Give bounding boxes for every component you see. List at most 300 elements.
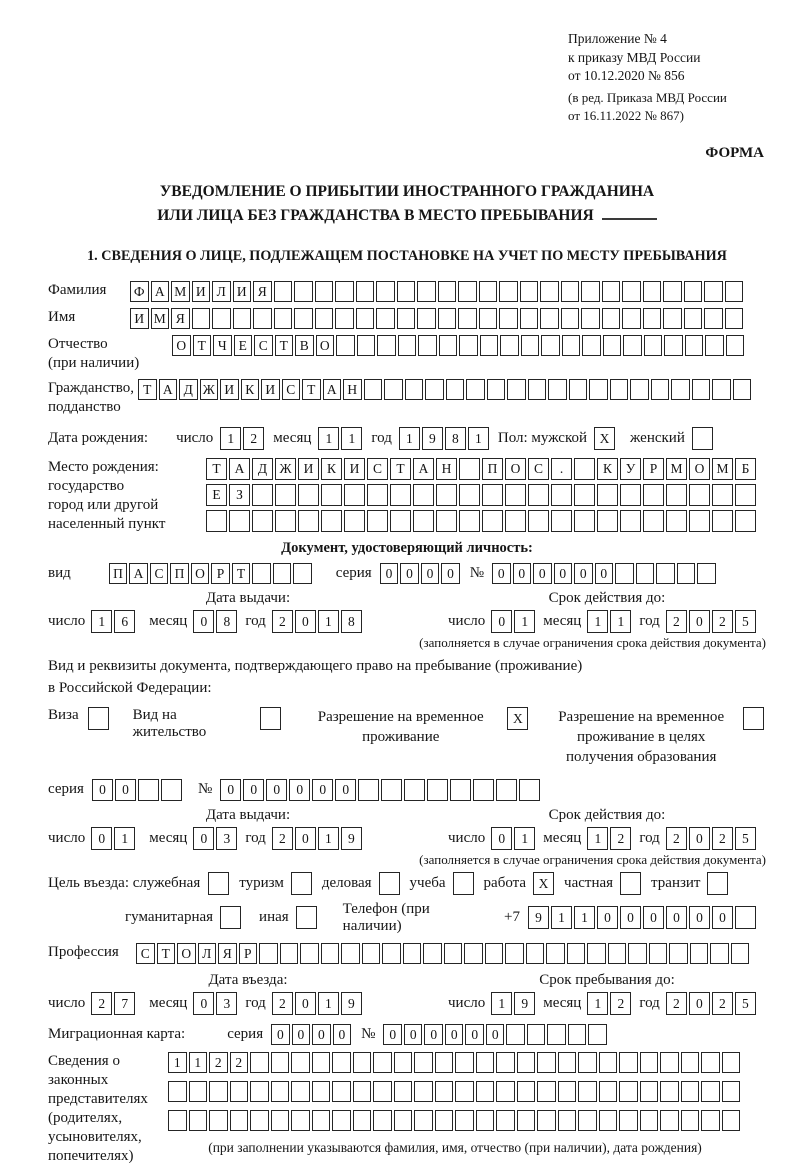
form-cell xyxy=(527,1024,546,1045)
form-cell xyxy=(651,379,670,400)
form-cell: И xyxy=(261,379,280,400)
form-cell xyxy=(321,943,340,964)
form-cell xyxy=(273,563,292,584)
form-cell xyxy=(446,379,465,400)
purpose-private xyxy=(564,872,643,895)
form-cell xyxy=(517,1052,536,1073)
purpose-business xyxy=(322,872,402,895)
form-cell xyxy=(438,281,457,302)
form-cell: 0 xyxy=(689,906,710,929)
form-cell: Т xyxy=(138,379,157,400)
form-cell: 2 xyxy=(666,827,687,850)
form-cell xyxy=(731,943,750,964)
birthdate-row xyxy=(48,427,766,450)
form-cell xyxy=(643,308,662,329)
form-cell xyxy=(619,1052,638,1073)
day-label: число xyxy=(176,429,214,446)
identity-issue-date xyxy=(48,610,448,633)
form-cell xyxy=(458,308,477,329)
form-cell: 0 xyxy=(312,779,333,801)
form-cell xyxy=(528,379,547,400)
form-cell: 0 xyxy=(445,1024,464,1045)
form-cell xyxy=(692,379,711,400)
form-cell xyxy=(253,308,272,329)
form-cell xyxy=(315,308,334,329)
citizenship-row xyxy=(48,379,766,417)
form-cell xyxy=(373,1081,392,1102)
form-cell: П xyxy=(109,563,128,584)
form-cell xyxy=(722,1081,741,1102)
form-cell xyxy=(275,484,296,506)
form-cell: Н xyxy=(436,458,457,480)
form-cell xyxy=(630,379,649,400)
form-cell xyxy=(356,308,375,329)
identity-doc-heading: Документ, удостоверяющий личность: xyxy=(281,539,533,556)
day-label: число xyxy=(448,994,486,1011)
form-cell xyxy=(252,510,273,532)
purpose-other-checkbox xyxy=(296,906,319,929)
form-cell xyxy=(458,281,477,302)
stay-year-cells xyxy=(666,992,758,1015)
form-cell: Р xyxy=(643,458,664,480)
form-cell xyxy=(578,1110,597,1131)
form-cell xyxy=(725,281,744,302)
month-label: месяц xyxy=(543,829,582,846)
form-cell xyxy=(280,943,299,964)
form-cell: 0 xyxy=(404,1024,423,1045)
form-cell: 0 xyxy=(193,610,214,633)
form-cell xyxy=(353,1081,372,1102)
form-cell: 9 xyxy=(422,427,443,450)
month-label: месяц xyxy=(149,829,188,846)
form-cell: Е xyxy=(234,335,253,356)
form-cell xyxy=(274,308,293,329)
form-cell xyxy=(476,1110,495,1131)
form-cell xyxy=(438,308,457,329)
form-cell: М xyxy=(171,281,190,302)
form-cell xyxy=(379,872,400,895)
form-cell: Н xyxy=(343,379,362,400)
birthplace-cells-row2 xyxy=(206,484,758,506)
form-cell: 0 xyxy=(312,1024,331,1045)
form-cell xyxy=(588,1024,607,1045)
form-cell xyxy=(743,707,764,730)
residence-issue-year-cells xyxy=(272,827,364,850)
form-cell xyxy=(722,1110,741,1131)
form-cell xyxy=(705,335,724,356)
form-cell xyxy=(558,1052,577,1073)
form-cell xyxy=(362,943,381,964)
form-cell xyxy=(602,281,621,302)
temp-residence-option xyxy=(303,707,530,747)
form-cell xyxy=(444,943,463,964)
residence-intro-line2: в Российской Федерации: xyxy=(48,679,212,696)
form-cell xyxy=(599,1110,618,1131)
form-cell xyxy=(209,1110,228,1131)
form-cell xyxy=(623,335,642,356)
form-cell xyxy=(425,379,444,400)
form-cell xyxy=(735,906,756,929)
day-label: число xyxy=(448,829,486,846)
form-cell xyxy=(250,1081,269,1102)
form-cell xyxy=(561,281,580,302)
form-cell xyxy=(505,943,524,964)
residence-validity-note: (заполняется в случае ограничения срока действия документа) xyxy=(419,851,766,867)
form-cell xyxy=(296,906,317,929)
form-cell: 1 xyxy=(491,992,512,1015)
doc-title-line2 xyxy=(48,204,766,228)
firstname-cells xyxy=(130,308,745,329)
purpose-work-checkbox xyxy=(533,872,556,895)
form-cell xyxy=(666,510,687,532)
form-cell: 0 xyxy=(712,906,733,929)
form-cell xyxy=(664,335,683,356)
form-cell: 2 xyxy=(666,610,687,633)
form-cell xyxy=(499,308,518,329)
form-cell xyxy=(459,510,480,532)
form-cell xyxy=(735,484,756,506)
entry-month-cells xyxy=(193,992,239,1015)
title-blank-underline xyxy=(602,218,657,220)
form-cell xyxy=(597,484,618,506)
form-cell xyxy=(418,335,437,356)
birthplace-label-state: государство xyxy=(48,477,125,494)
form-cell xyxy=(390,510,411,532)
form-cell: С xyxy=(367,458,388,480)
form-cell xyxy=(701,1081,720,1102)
form-cell: П xyxy=(482,458,503,480)
form-cell xyxy=(660,1052,679,1073)
stay-day-cells xyxy=(491,992,537,1015)
form-cell: 0 xyxy=(380,563,399,584)
form-cell: 5 xyxy=(735,992,756,1015)
form-cell xyxy=(712,484,733,506)
birthplace-label-city: город или другой xyxy=(48,496,159,513)
form-cell: 1 xyxy=(341,427,362,450)
form-cell: 2 xyxy=(230,1052,249,1073)
form-cell xyxy=(519,779,540,801)
form-cell xyxy=(168,1081,187,1102)
form-cell xyxy=(455,1081,474,1102)
temp-residence-checkbox xyxy=(507,707,530,730)
form-cell: 1 xyxy=(514,827,535,850)
form-cell xyxy=(291,1081,310,1102)
form-cell xyxy=(496,1081,515,1102)
form-cell xyxy=(206,510,227,532)
residence-doc-dates xyxy=(48,807,766,850)
residence-issue-date xyxy=(48,827,448,850)
form-cell xyxy=(537,1110,556,1131)
purpose-study xyxy=(410,872,476,895)
form-cell xyxy=(558,1110,577,1131)
citizenship-label2: подданство xyxy=(48,398,121,415)
form-cell: 0 xyxy=(620,906,641,929)
purpose-study-checkbox xyxy=(453,872,476,895)
form-cell xyxy=(373,1110,392,1131)
form-cell: 1 xyxy=(587,992,608,1015)
form-cell: И xyxy=(344,458,365,480)
form-cell: 1 xyxy=(551,906,572,929)
form-label: ФОРМА xyxy=(705,144,764,161)
form-cell: 8 xyxy=(341,610,362,633)
birthdate-label: Дата рождения: xyxy=(48,429,149,446)
representatives-cells-row1 xyxy=(168,1052,742,1073)
form-cell xyxy=(480,335,499,356)
residence-expiry-heading: Срок действия до: xyxy=(548,806,666,823)
residence-permit-label: Вид на жительство xyxy=(132,706,207,740)
form-cell xyxy=(574,484,595,506)
form-cell xyxy=(520,281,539,302)
form-cell xyxy=(476,1081,495,1102)
form-cell xyxy=(312,1081,331,1102)
purpose-tourism xyxy=(239,872,314,895)
identity-issue-year-cells xyxy=(272,610,364,633)
form-cell: 0 xyxy=(424,1024,443,1045)
form-cell xyxy=(394,1081,413,1102)
form-cell xyxy=(293,563,312,584)
form-cell xyxy=(336,335,355,356)
phone-prefix: +7 xyxy=(504,909,520,926)
citizenship-cells xyxy=(138,379,753,400)
form-cell xyxy=(551,510,572,532)
form-cell xyxy=(274,281,293,302)
birthplace-label: Место рождения: xyxy=(48,458,159,475)
form-cell xyxy=(581,308,600,329)
form-cell xyxy=(640,1081,659,1102)
form-cell: Ф xyxy=(130,281,149,302)
form-cell xyxy=(710,943,729,964)
form-cell xyxy=(587,943,606,964)
sex-female-label: женский xyxy=(630,429,685,446)
form-cell xyxy=(615,563,634,584)
form-cell xyxy=(622,308,641,329)
form-cell xyxy=(684,281,703,302)
form-cell: 0 xyxy=(243,779,264,801)
form-cell xyxy=(482,484,503,506)
section1-heading: 1. СВЕДЕНИЯ О ЛИЦЕ, ПОДЛЕЖАЩЕМ ПОСТАНОВКЕ НА УЧЕТ ПО МЕСТУ ПРЕБЫВАНИЯ xyxy=(87,247,727,264)
form-cell xyxy=(384,379,403,400)
form-cell xyxy=(669,943,688,964)
form-cell xyxy=(298,484,319,506)
form-cell: 8 xyxy=(216,610,237,633)
residence-expiry-day-cells xyxy=(491,827,537,850)
residence-series-cells xyxy=(92,779,184,801)
form-cell xyxy=(312,1052,331,1073)
form-cell xyxy=(689,510,710,532)
form-cell xyxy=(643,281,662,302)
form-cell: А xyxy=(413,458,434,480)
form-cell xyxy=(341,943,360,964)
patronymic-label: Отчество xyxy=(48,335,108,352)
form-cell xyxy=(294,308,313,329)
visit-purpose-label: Цель въезда: служебная xyxy=(48,874,201,891)
form-cell xyxy=(364,379,383,400)
form-cell: Е xyxy=(206,484,227,506)
form-cell: 1 xyxy=(168,1052,187,1073)
form-cell xyxy=(704,308,723,329)
representatives-label-5: усыновителях, xyxy=(48,1128,142,1145)
birthplace-label-settlement: населенный пункт xyxy=(48,515,166,532)
form-cell: 2 xyxy=(91,992,112,1015)
form-cell xyxy=(620,510,641,532)
stay-until-heading: Срок пребывания до: xyxy=(539,971,675,988)
residence-expiry-month-cells xyxy=(587,827,633,850)
form-cell: 0 xyxy=(292,1024,311,1045)
form-cell: О xyxy=(316,335,335,356)
identity-number-cells xyxy=(492,563,718,584)
form-cell: 0 xyxy=(220,779,241,801)
year-label: год xyxy=(639,994,660,1011)
form-cell: 0 xyxy=(597,906,618,929)
phone-label: Телефон (при наличии) xyxy=(342,900,430,934)
representatives-note: (при заполнении указываются фамилия, имя, отчество (при наличии), дата рождения) xyxy=(208,1139,702,1155)
form-cell: 8 xyxy=(445,427,466,450)
form-cell xyxy=(526,943,545,964)
form-cell xyxy=(161,779,182,801)
year-label: год xyxy=(245,994,266,1011)
form-cell: 2 xyxy=(272,827,293,850)
form-cell: Р xyxy=(211,563,230,584)
form-cell: 0 xyxy=(491,610,512,633)
form-cell xyxy=(335,308,354,329)
residence-number-cells xyxy=(220,779,542,801)
form-cell: 0 xyxy=(465,1024,484,1045)
form-cell xyxy=(353,1110,372,1131)
form-cell xyxy=(546,943,565,964)
form-cell: 1 xyxy=(610,610,631,633)
form-cell: А xyxy=(159,379,178,400)
form-cell xyxy=(597,510,618,532)
form-cell: 0 xyxy=(92,779,113,801)
profession-cells xyxy=(136,943,751,964)
form-cell xyxy=(496,1110,515,1131)
form-cell: 3 xyxy=(216,992,237,1015)
form-cell xyxy=(403,943,422,964)
form-cell xyxy=(712,379,731,400)
form-cell xyxy=(291,1110,310,1131)
form-cell: С xyxy=(254,335,273,356)
form-cell xyxy=(373,1052,392,1073)
form-cell xyxy=(250,1052,269,1073)
form-cell: 0 xyxy=(643,906,664,929)
entry-day-cells xyxy=(91,992,137,1015)
form-cell: 0 xyxy=(666,906,687,929)
month-label: месяц xyxy=(543,994,582,1011)
form-cell xyxy=(482,510,503,532)
form-cell xyxy=(689,484,710,506)
form-cell xyxy=(589,379,608,400)
purpose-other-label: иная xyxy=(259,909,289,926)
form-cell: Т xyxy=(232,563,251,584)
form-cell: 0 xyxy=(492,563,511,584)
form-cell xyxy=(620,484,641,506)
identity-doc-row xyxy=(48,563,766,584)
form-cell xyxy=(528,510,549,532)
appendix-line: к приказу МВД России xyxy=(568,49,701,65)
form-cell xyxy=(459,458,480,480)
purpose-humanitarian-checkbox xyxy=(220,906,243,929)
revision-line: (в ред. Приказа МВД России xyxy=(568,89,727,105)
form-cell xyxy=(622,281,641,302)
birthplace-row xyxy=(48,458,766,534)
form-cell xyxy=(485,943,504,964)
form-cell xyxy=(294,281,313,302)
form-cell xyxy=(681,1052,700,1073)
form-cell xyxy=(551,484,572,506)
form-cell xyxy=(517,1081,536,1102)
form-cell: С xyxy=(282,379,301,400)
visa-checkbox xyxy=(88,707,111,730)
profession-row xyxy=(48,943,766,964)
form-cell: 7 xyxy=(114,992,135,1015)
form-cell: И xyxy=(192,281,211,302)
sex-female-checkbox xyxy=(692,427,715,450)
form-cell xyxy=(578,1081,597,1102)
form-cell: 3 xyxy=(216,827,237,850)
form-cell xyxy=(574,510,595,532)
residence-issue-heading: Дата выдачи: xyxy=(205,806,291,823)
form-cell xyxy=(394,1052,413,1073)
form-cell: У xyxy=(620,458,641,480)
sex-male-label: Пол: мужской xyxy=(497,429,588,446)
form-cell: 5 xyxy=(735,827,756,850)
form-cell: 2 xyxy=(666,992,687,1015)
form-cell xyxy=(453,872,474,895)
form-cell xyxy=(528,484,549,506)
doc-title xyxy=(48,180,766,228)
form-cell: О xyxy=(191,563,210,584)
month-label: месяц xyxy=(149,994,188,1011)
form-cell xyxy=(619,1081,638,1102)
sex-male-checkbox xyxy=(594,427,617,450)
form-cell xyxy=(417,281,436,302)
form-cell: 0 xyxy=(193,992,214,1015)
representatives-label-4: (родителях, xyxy=(48,1109,123,1126)
form-cell xyxy=(250,1110,269,1131)
form-cell xyxy=(643,510,664,532)
form-cell: 0 xyxy=(271,1024,290,1045)
form-cell xyxy=(599,1081,618,1102)
form-cell xyxy=(376,308,395,329)
form-cell xyxy=(427,779,448,801)
form-cell xyxy=(656,563,675,584)
month-label: месяц xyxy=(543,612,582,629)
form-cell: Т xyxy=(157,943,176,964)
doc-title-line2-text: ИЛИ ЛИЦА БЕЗ ГРАЖДАНСТВА В МЕСТО ПРЕБЫВАНИЯ xyxy=(157,206,594,224)
form-cell xyxy=(209,1081,228,1102)
form-cell xyxy=(466,379,485,400)
day-label: число xyxy=(48,994,86,1011)
form-cell xyxy=(644,335,663,356)
form-cell xyxy=(663,308,682,329)
form-cell xyxy=(212,308,231,329)
phone-cells xyxy=(528,906,758,929)
form-cell xyxy=(220,906,241,929)
migration-card-label: Миграционная карта: xyxy=(48,1025,186,1042)
form-cell: Т xyxy=(193,335,212,356)
identity-expiry-day-cells xyxy=(491,610,537,633)
identity-type-cells xyxy=(109,563,314,584)
purpose-private-checkbox xyxy=(620,872,643,895)
form-cell: Л xyxy=(198,943,217,964)
form-cell: 0 xyxy=(486,1024,505,1045)
form-cell: Л xyxy=(212,281,231,302)
form-cell: Я xyxy=(171,308,190,329)
form-cell xyxy=(260,707,281,730)
form-cell: 0 xyxy=(115,779,136,801)
form-cell xyxy=(582,335,601,356)
form-cell xyxy=(436,484,457,506)
